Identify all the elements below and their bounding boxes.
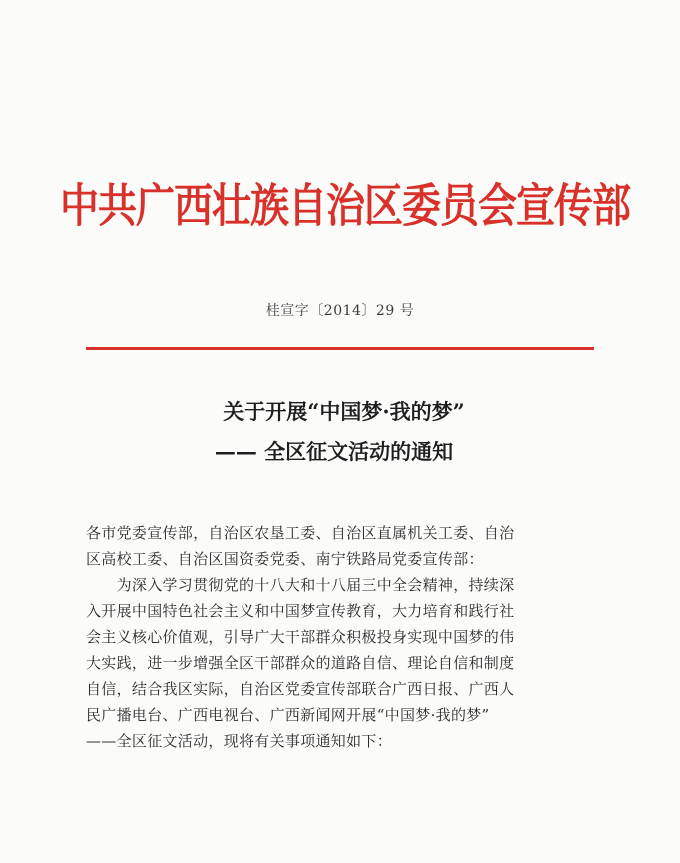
notice-body <box>86 520 606 754</box>
red-divider-line <box>86 347 594 350</box>
document-number: 桂宣字〔2014〕29 号 <box>265 303 415 319</box>
body-line: 大实践，进一步增强全区干部群众的道路自信、理论自信和制度 <box>86 654 515 672</box>
body-line: 会主义核心价值观，引导广大干部群众积极投身实现中国梦的伟 <box>86 628 515 646</box>
notice-title-line-1: 关于开展“中国梦·我的梦” <box>223 399 465 424</box>
body-line: ——全区征文活动，现将有关事项通知如下： <box>86 732 393 750</box>
body-line: 入开展中国特色社会主义和中国梦宣传教育，大力培育和践行社 <box>86 602 515 620</box>
issuer-masthead: 中共广西壮族自治区委员会宣传部 <box>60 180 631 234</box>
body-line: 自信，结合我区实际，自治区党委宣传部联合广西日报、广西人 <box>86 680 515 698</box>
body-line: 民广播电台、广西电视台、广西新闻网开展“中国梦·我的梦” <box>86 706 490 724</box>
notice-title-line-2: —— 全区征文活动的通知 <box>214 439 454 464</box>
body-line: 区高校工委、自治区国资委党委、南宁铁路局党委宣传部： <box>86 550 484 568</box>
body-line: 各市党委宣传部，自治区农垦工委、自治区直属机关工委、自治 <box>86 524 515 542</box>
body-line: 为深入学习贯彻党的十八大和十八届三中全会精神，持续深 <box>86 576 515 594</box>
